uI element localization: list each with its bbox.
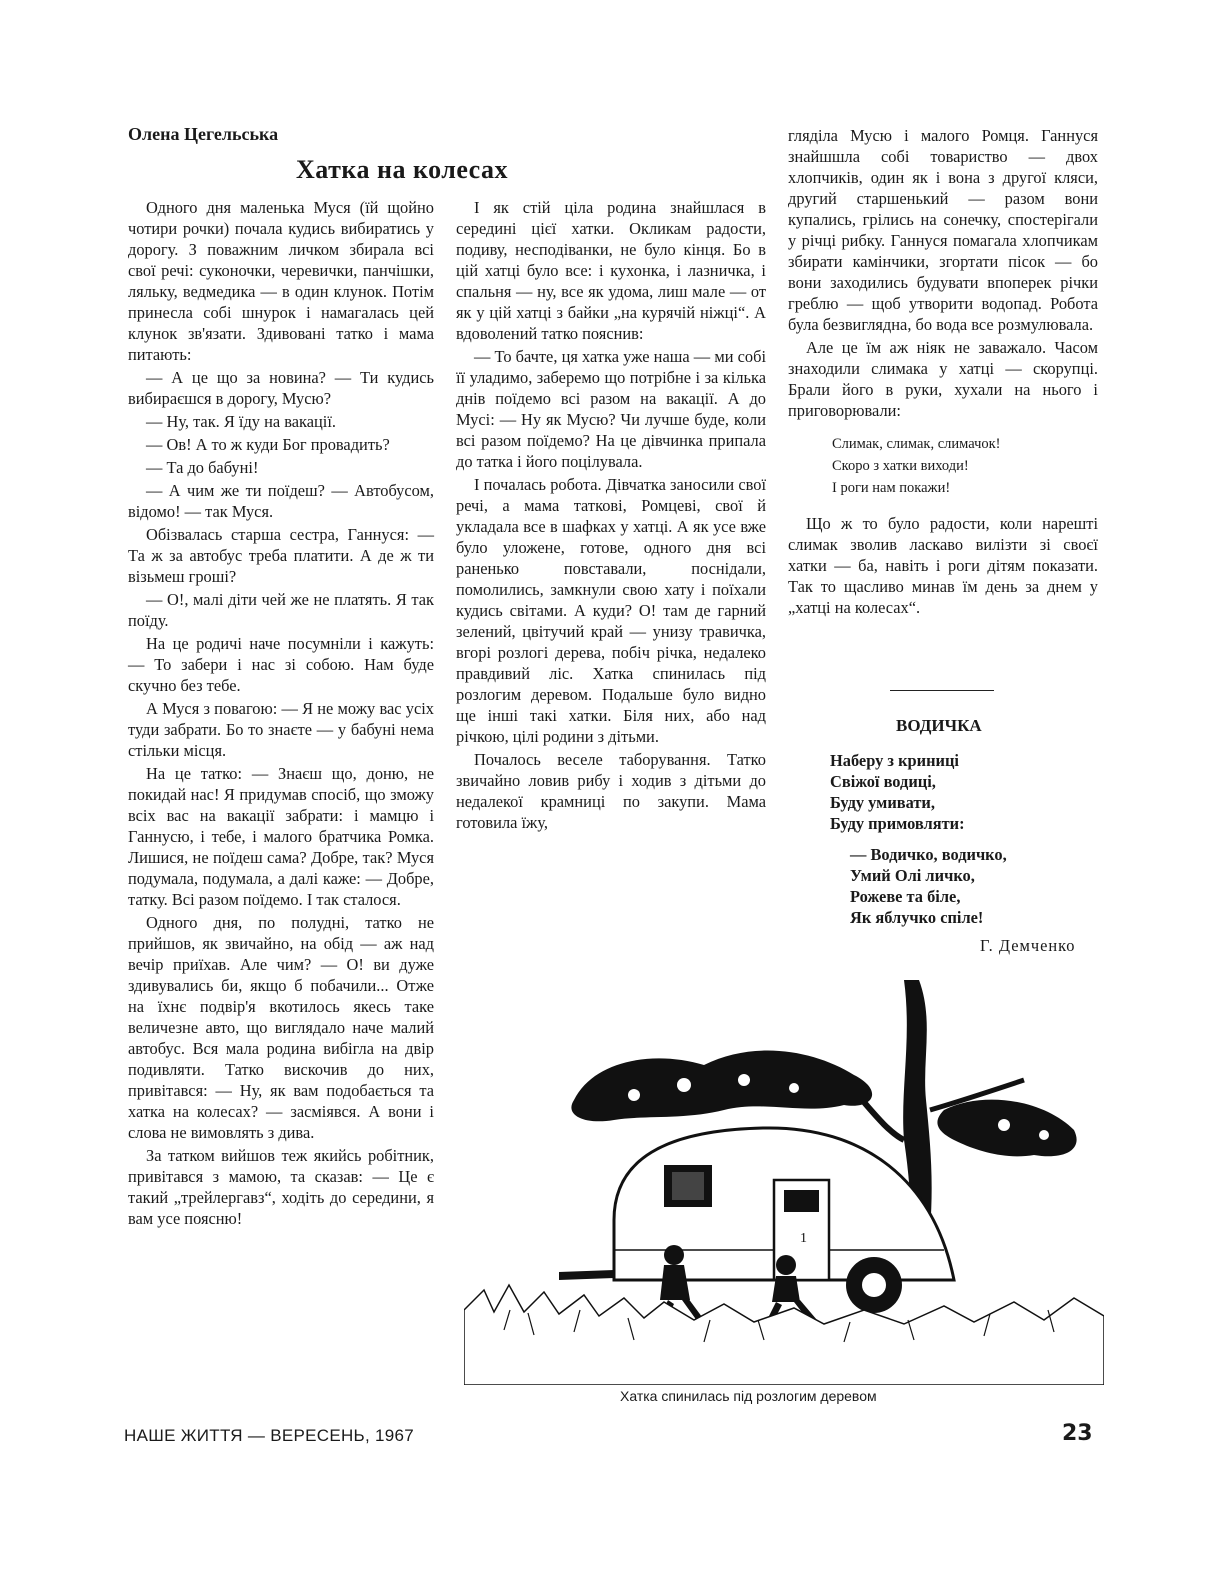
paragraph: І як стій ціла родина знайшлася в середині цієї хатки. Окликам радости, подиву, несподіванки, не було кінця. Бо в цій хатці було все: і кухонка, і лазничка, і спальня — ну, все як удома, лиш мале — от як у цій хатці з байки „на курячій ніжці“. А вдоволений татко пояснив:	[456, 198, 766, 343]
paragraph: Почалось веселе таборування. Татко звичайно ловив рибу і ходив з дітьми до недалекої крамниці по закупи. Мама готовила їжу,	[456, 750, 766, 832]
poem-line: Наберу з криниці	[830, 751, 959, 770]
paragraph: Але це їм аж ніяк не заважало. Часом знаходили слимака у хатці — скорупці. Брали його в руки, хухали на нього і приговорювали:	[788, 338, 1098, 420]
rhyme-line: Слимак, слимак, слимачок!	[832, 436, 1001, 452]
paragraph: — А чим же ти поїдеш? — Автобусом, відомо! — так Муся.	[128, 481, 434, 521]
paragraph: На це татко: — Знаєш що, доню, не покидай нас! Я придумав спосіб, що зможу всіх вас на вакації забрати: і мамцю і Ганнусю, і тебе, і малого братчика Ромка. Лишися, не поїдеш сама? Добре, так? Муся подумала, подумала, а далі каже: — Добре, татку. Всі разом поїдемо. І так сталося.	[128, 764, 434, 909]
paragraph: — Та до бабуні!	[146, 458, 259, 477]
poem-line: Рожеве та біле,	[850, 887, 961, 906]
paragraph: — То бачте, ця хатка уже наша — ми собі її уладимо, заберемо що потрібне і за кілька днів поїдемо всі разом на вакації. А до Мусі: — Ну як Мусю? Чи лучше буде, коли всі разом поїдемо? На це дівчинка припала до татка і його поцілувала.	[456, 347, 766, 471]
snail-rhyme	[832, 433, 1098, 499]
paragraph: А Муся з повагою: — Я не можу вас усіх туди забрати. Бо то знаєте — у бабуні нема стільки місця.	[128, 699, 434, 760]
magazine-footer: НАШЕ ЖИТТЯ — ВЕРЕСЕНЬ, 1967	[124, 1426, 415, 1445]
text-column-3	[788, 125, 1098, 620]
paragraph: гляділа Мусю і малого Ромця. Ганнуся знайшшла собі товариство — двох хлопчиків, один як і вона з другої кляси, другий старшенький — разом вони купались, грілись на сонечку, спостерігали у річці рибку. Ганнуся помагала хлопчикам збирати камінчики, згортати пісок — бо вони заходились будувати впоперек річки греблю — щоб утворити водопад. Робота була безвиглядна, бо вода все розмулювала.	[788, 126, 1098, 334]
door-number: 1	[800, 1231, 807, 1246]
trailer-hitch	[559, 1270, 614, 1280]
page-number: 23	[1062, 1421, 1093, 1446]
paragraph: — Ну, так. Я їду на вакації.	[146, 412, 336, 431]
poem-title: ВОДИЧКА	[896, 716, 982, 735]
section-divider	[890, 690, 994, 691]
rhyme-line: І роги нам покажи!	[832, 480, 951, 496]
poem-line: Свіжої водиці,	[830, 772, 936, 791]
illustration-caption: Хатка спинилась під розлогим деревом	[620, 1388, 877, 1404]
poem-line: Умий Олі личко,	[850, 866, 975, 885]
paragraph: Одного дня, по полудні, татко не прийшов, як звичайно, на обід — аж над вечір приїхав. Але чим? — О! ви дуже здивувались би, якщо б побачили... Отже на їхнє подвір'я вкотилось якесь таке величезне авто, що виглядало наче малий автобус. Вся мала родина вибігла на двір подивляти. Татко вискочив до них, привітався: — Ну, як вам подобається та хатка на колесах? — засміявся. А вони і слова не вимовлять з дива.	[128, 913, 434, 1142]
article-title: Хатка на колесах	[296, 155, 509, 184]
paragraph: Обізвалась старша сестра, Ганнуся: — Та ж за автобус треба платити. А де ж ти візьмеш гроші?	[128, 525, 434, 586]
rhyme-line: Скоро з хатки виходи!	[832, 458, 969, 474]
paragraph: За татком вийшов теж якийсь робітник, привітався з мамою, та сказав: — Це є такий „трейлергавз“, ходіть до середини, я вам усе поясню!	[128, 1146, 434, 1228]
poem-author: Г. Демченко	[980, 936, 1076, 955]
text-column-2	[456, 197, 766, 835]
poem-line: Як яблучко спіле!	[850, 908, 984, 927]
paragraph: Одного дня маленька Муся (їй щойно чотири рочки) почала кудись вибиратись у дорогу. З поважним личком збирала всі свої речі: суконочки, черевички, панчішки, ляльку, ведмедика — в один клунок. Потім принесла собі шнурок і намагалась цей клунок зв'язати. Здивовані татко і мама питають:	[128, 198, 434, 364]
paragraph: — О!, малі діти чей же не платять. Я так поїду.	[128, 590, 434, 630]
poem-stanza-1	[830, 750, 965, 834]
trailer-illustration	[464, 980, 1104, 1385]
paragraph: І почалась робота. Дівчатка заносили свої речі, а мама таткові, Ромцеві, свої й укладала все в шафках у хатці. А як усе вже було уложене, готове, одного дня всі раненько повставали, поснідали, помолились, замкнули свою хату і поїхали кудись світами. А куди? О! там де гарний зелений, цвітучий край — унизу травичка, вгорі розлогі дерева, побіч річка, недалеко правдивий ліс. Хатка спинилась під розлогим деревом. Подальше було видно ще інші такі хатки. Біля них, або над річкою, цілі родини з дітьми.	[456, 475, 766, 746]
poem-line: Буду умивати,	[830, 793, 935, 812]
poem-line: — Водичко, водичко,	[850, 845, 1007, 864]
paragraph: — Ов! А то ж куди Бог провадить?	[146, 435, 390, 454]
paragraph: На це родичі наче посумніли і кажуть: — То забери і нас зі собою. Нам буде скучно без тебе.	[128, 634, 434, 695]
paragraph: Що ж то було радости, коли нарешті слимак зволив ласкаво вилізти зі своєї хатки — ба, навіть і роги дітям показати. Так то щасливо минав їм день за днем у „хатці на колесах“.	[788, 514, 1098, 617]
poem-stanza-2	[850, 844, 1007, 928]
text-column-1	[128, 197, 434, 1231]
poem-line: Буду примовляти:	[830, 814, 965, 833]
article-author: Олена Цегельська	[128, 124, 279, 144]
paragraph: — А це що за новина? — Ти кудись вибираєшся в дорогу, Мусю?	[128, 368, 434, 408]
